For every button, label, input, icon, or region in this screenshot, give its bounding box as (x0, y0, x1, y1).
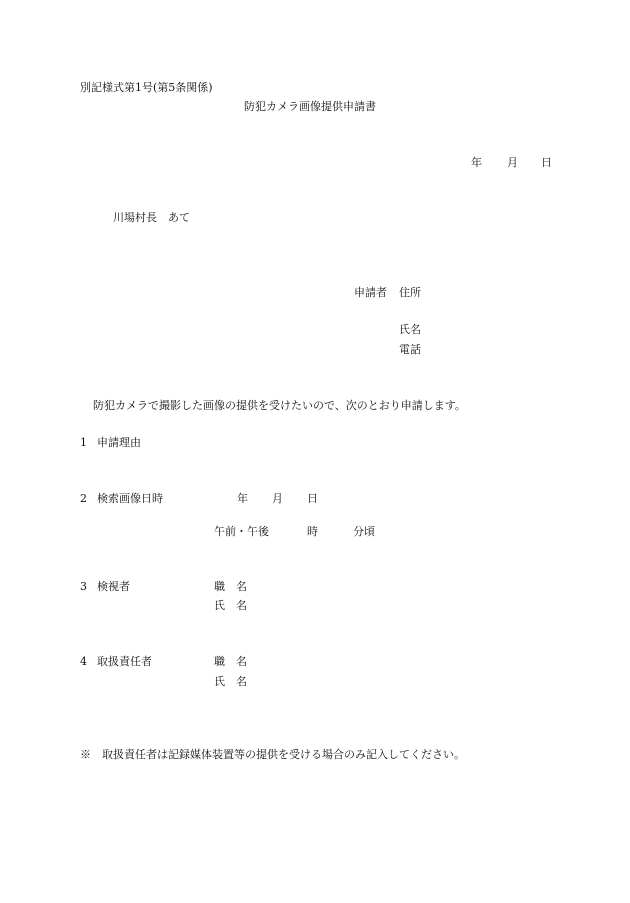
addressee: 川場村長 あて (113, 211, 190, 224)
responsible-title-label: 職 名 (214, 655, 247, 668)
item-number: 1 (80, 436, 87, 449)
item-label: 検索画像日時 (97, 492, 163, 505)
form-title: 防犯カメラ画像提供申請書 (244, 100, 376, 113)
search-minute-label: 分頃 (353, 525, 375, 538)
search-day-label: 日 (307, 492, 318, 505)
item-label: 検視者 (97, 580, 130, 593)
search-month-label: 月 (272, 492, 283, 505)
responsible-name-label: 氏 名 (214, 675, 247, 688)
applicant-phone-label: 電話 (399, 343, 421, 356)
item-number: 3 (80, 580, 87, 593)
search-hour-label: 時 (307, 525, 318, 538)
inspector-name-label: 氏 名 (214, 599, 247, 612)
item-label: 取扱責任者 (97, 655, 152, 668)
date-year-label: 年 (471, 156, 482, 169)
item-number: 4 (80, 655, 87, 668)
search-year-label: 年 (237, 492, 248, 505)
applicant-label: 申請者 (354, 286, 387, 299)
date-month-label: 月 (507, 156, 518, 169)
search-ampm-label: 午前・午後 (214, 525, 269, 538)
form-number: 別記様式第1号(第5条関係) (80, 81, 213, 94)
note-text: ※ 取扱責任者は記録媒体装置等の提供を受ける場合のみ記入してください。 (80, 748, 465, 761)
date-day-label: 日 (541, 156, 552, 169)
inspector-title-label: 職 名 (214, 580, 247, 593)
item-label: 申請理由 (97, 436, 141, 449)
item-number: 2 (80, 492, 87, 505)
applicant-address-label: 住所 (399, 286, 421, 299)
applicant-name-label: 氏名 (399, 323, 421, 336)
intro-text: 防犯カメラで撮影した画像の提供を受けたいので、次のとおり申請します。 (93, 399, 466, 412)
